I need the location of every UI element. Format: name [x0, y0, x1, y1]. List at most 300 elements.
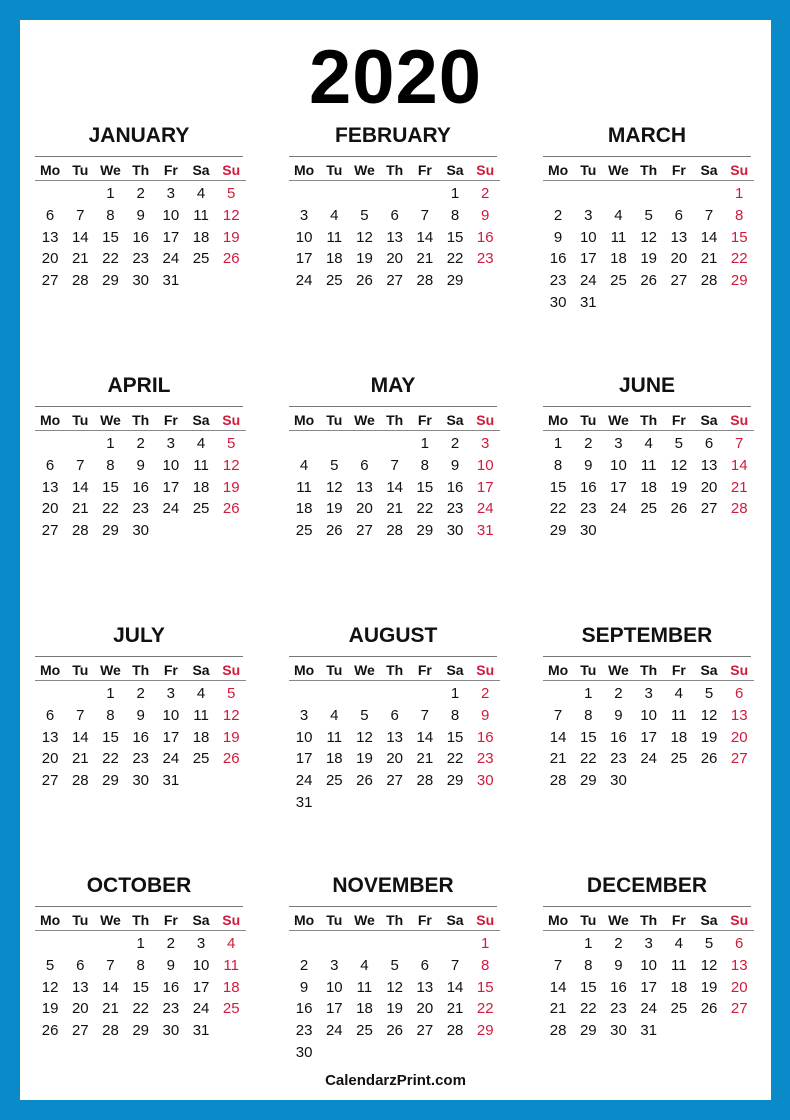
day-cell: 10: [162, 206, 180, 224]
day-cell: 21: [102, 1000, 119, 1018]
day-cell: 28: [416, 772, 434, 790]
day-cell: 16: [446, 478, 464, 496]
empty-cell: [319, 433, 349, 455]
day-cell: 9: [299, 978, 309, 996]
day-cell: 30: [132, 772, 149, 790]
day-cell: 10: [162, 706, 180, 724]
day-cell: 18: [192, 728, 210, 746]
day-cell: 25: [325, 772, 343, 790]
day-cell: 15: [132, 978, 149, 996]
weekday-header: Mo: [35, 410, 65, 431]
day-cell: 7: [390, 456, 399, 474]
day-cell: 28: [549, 772, 567, 790]
day-cell: 28: [386, 522, 403, 540]
month-block-october: [35, 870, 243, 1042]
day-cell: 17: [640, 728, 657, 746]
day-cell: 20: [41, 750, 59, 768]
day-cell: 4: [196, 685, 206, 702]
weekday-header: Fr: [156, 910, 186, 931]
day-cell: 24: [325, 1022, 343, 1040]
day-cell: 3: [299, 706, 309, 724]
weekday-header: Th: [126, 410, 156, 431]
day-cell: 7: [420, 206, 430, 224]
weekday-header: Su: [470, 660, 500, 681]
day-cell: 1: [420, 435, 430, 452]
day-cell: 16: [162, 978, 180, 996]
day-cell: 7: [553, 706, 563, 724]
day-cell: 23: [610, 1000, 627, 1018]
day-cell: 14: [700, 228, 718, 246]
day-cell: 22: [102, 250, 119, 268]
weekday-header: Fr: [410, 160, 440, 181]
month-title: MARCH: [607, 124, 687, 147]
weekday-header: Su: [216, 160, 246, 181]
day-cell: 10: [295, 228, 313, 246]
day-cell: 11: [193, 706, 209, 724]
day-cell: 16: [132, 478, 149, 496]
day-cell: 25: [192, 750, 210, 768]
day-cell: 7: [553, 956, 563, 974]
weekday-header: Th: [126, 160, 156, 181]
day-cell: 9: [450, 456, 460, 474]
day-cell: 15: [730, 228, 748, 246]
day-cell: 10: [192, 956, 210, 974]
day-cell: 16: [132, 228, 149, 246]
day-cell: 26: [356, 772, 373, 790]
weekday-header: Tu: [319, 910, 349, 931]
day-cell: 30: [549, 293, 567, 311]
day-cell: 12: [356, 228, 373, 246]
day-cell: 13: [41, 228, 59, 246]
day-cell: 17: [162, 728, 180, 746]
day-cell: 28: [446, 1022, 464, 1040]
weekday-header: Th: [380, 160, 410, 181]
weekday-header: Fr: [410, 910, 440, 931]
day-cell: 30: [295, 1043, 313, 1061]
day-grid: [543, 160, 751, 314]
day-cell: 29: [102, 272, 119, 290]
weekday-header: Su: [724, 160, 754, 181]
day-cell: 11: [640, 456, 657, 474]
day-cell: 19: [386, 1000, 403, 1018]
empty-cell: [410, 683, 440, 705]
empty-cell: [65, 183, 95, 205]
day-cell: 2: [481, 185, 490, 202]
day-cell: 28: [71, 772, 89, 790]
day-cell: 21: [549, 1000, 567, 1018]
empty-cell: [543, 933, 573, 955]
day-cell: 31: [476, 522, 494, 540]
day-cell: 2: [614, 935, 623, 952]
day-cell: 2: [136, 685, 145, 702]
weekday-header: We: [603, 410, 633, 431]
day-cell: 9: [614, 956, 623, 974]
day-cell: 6: [704, 435, 714, 452]
weekday-header: Tu: [65, 910, 95, 931]
day-cell: 28: [71, 522, 89, 540]
day-cell: 8: [450, 706, 460, 724]
day-cell: 25: [640, 500, 657, 518]
day-cell: 7: [735, 435, 744, 452]
day-cell: 19: [222, 728, 240, 746]
day-cell: 6: [76, 956, 85, 974]
day-cell: 19: [670, 478, 688, 496]
day-cell: 26: [640, 272, 657, 290]
day-cell: 23: [476, 250, 494, 268]
day-cell: 27: [41, 522, 59, 540]
day-cell: 19: [700, 978, 718, 996]
empty-cell: [380, 183, 410, 205]
day-cell: 15: [476, 978, 494, 996]
weekday-header: We: [95, 910, 125, 931]
day-cell: 2: [136, 435, 145, 452]
month-block-january: [35, 120, 243, 292]
day-cell: 22: [446, 250, 464, 268]
day-cell: 1: [106, 435, 115, 452]
empty-cell: [65, 433, 95, 455]
empty-cell: [573, 183, 603, 205]
weekday-header: Mo: [35, 910, 65, 931]
weekday-header: Su: [216, 410, 246, 431]
day-cell: 5: [644, 206, 653, 224]
day-cell: 3: [584, 206, 593, 224]
day-cell: 25: [192, 250, 210, 268]
day-cell: 29: [549, 522, 567, 540]
day-cell: 14: [71, 728, 89, 746]
month-block-march: [543, 120, 751, 314]
weekday-header: Th: [380, 910, 410, 931]
day-cell: 24: [610, 500, 627, 518]
empty-cell: [380, 933, 410, 955]
day-cell: 25: [325, 272, 343, 290]
day-cell: 8: [735, 206, 744, 224]
day-cell: 7: [106, 956, 115, 974]
day-cell: 3: [481, 435, 490, 452]
weekday-header: We: [349, 160, 379, 181]
empty-cell: [65, 933, 95, 955]
day-cell: 11: [356, 978, 373, 996]
day-grid: [35, 160, 243, 292]
weekday-header: Th: [634, 160, 664, 181]
day-cell: 10: [640, 956, 657, 974]
empty-cell: [35, 433, 65, 455]
day-cell: 7: [450, 956, 460, 974]
day-cell: 21: [71, 500, 89, 518]
day-cell: 26: [356, 272, 373, 290]
day-cell: 18: [640, 478, 657, 496]
day-cell: 22: [132, 1000, 149, 1018]
day-cell: 20: [416, 1000, 434, 1018]
day-cell: 27: [386, 272, 403, 290]
day-cell: 6: [674, 206, 684, 224]
weekday-header: We: [603, 910, 633, 931]
day-cell: 26: [222, 250, 240, 268]
day-cell: 24: [295, 772, 313, 790]
day-cell: 10: [325, 978, 343, 996]
day-cell: 12: [356, 728, 373, 746]
day-cell: 4: [674, 685, 684, 702]
day-cell: 28: [71, 272, 89, 290]
day-cell: 19: [700, 728, 718, 746]
day-cell: 7: [76, 456, 85, 474]
day-cell: 29: [579, 1022, 597, 1040]
day-cell: 19: [41, 1000, 59, 1018]
day-cell: 27: [730, 750, 748, 768]
day-cell: 29: [476, 1022, 494, 1040]
weekday-header: Su: [470, 160, 500, 181]
day-cell: 27: [700, 500, 718, 518]
day-cell: 11: [610, 228, 627, 246]
weekday-header: Th: [634, 410, 664, 431]
day-cell: 16: [610, 728, 627, 746]
day-cell: 12: [325, 478, 343, 496]
empty-cell: [603, 183, 633, 205]
weekday-header: Th: [126, 660, 156, 681]
day-cell: 9: [136, 206, 145, 224]
day-cell: 16: [295, 1000, 313, 1018]
day-cell: 12: [222, 206, 240, 224]
weekday-header: Tu: [65, 660, 95, 681]
day-cell: 22: [579, 1000, 597, 1018]
day-cell: 2: [166, 935, 176, 952]
day-grid: [35, 660, 243, 792]
day-cell: 4: [299, 456, 309, 474]
month-title: OCTOBER: [86, 874, 192, 897]
empty-cell: [634, 183, 664, 205]
day-cell: 9: [136, 706, 145, 724]
day-cell: 28: [730, 500, 748, 518]
day-cell: 16: [579, 478, 597, 496]
day-cell: 23: [610, 750, 627, 768]
weekday-header: Sa: [694, 660, 724, 681]
day-cell: 4: [330, 206, 339, 224]
day-cell: 15: [102, 228, 119, 246]
month-divider: [35, 656, 243, 657]
day-cell: 9: [481, 206, 490, 224]
day-cell: 26: [222, 750, 240, 768]
day-cell: 17: [162, 228, 180, 246]
day-cell: 19: [222, 228, 240, 246]
empty-cell: [319, 183, 349, 205]
day-cell: 12: [222, 706, 240, 724]
day-cell: 31: [295, 793, 313, 811]
day-cell: 26: [325, 522, 343, 540]
day-cell: 16: [476, 728, 494, 746]
day-cell: 25: [670, 1000, 688, 1018]
day-cell: 10: [476, 456, 494, 474]
weekday-header: Fr: [156, 660, 186, 681]
day-cell: 30: [446, 522, 464, 540]
month-block-june: [543, 370, 751, 542]
day-cell: 12: [640, 228, 657, 246]
day-cell: 6: [45, 456, 55, 474]
month-title: APRIL: [107, 374, 171, 397]
day-cell: 31: [640, 1022, 657, 1040]
day-cell: 26: [41, 1022, 59, 1040]
day-cell: 20: [670, 250, 688, 268]
day-cell: 29: [132, 1022, 149, 1040]
day-cell: 16: [610, 978, 627, 996]
day-cell: 29: [416, 522, 434, 540]
day-cell: 24: [162, 750, 180, 768]
day-cell: 28: [700, 272, 718, 290]
day-cell: 3: [196, 935, 206, 952]
day-cell: 8: [553, 456, 563, 474]
day-cell: 24: [192, 1000, 210, 1018]
day-cell: 9: [166, 956, 176, 974]
day-cell: 19: [356, 250, 373, 268]
day-cell: 27: [386, 772, 403, 790]
day-cell: 31: [192, 1022, 210, 1040]
day-cell: 30: [476, 772, 494, 790]
day-cell: 22: [102, 750, 119, 768]
footer-credit: CalendarzPrint.com: [325, 1072, 466, 1089]
day-grid: [289, 910, 497, 1064]
weekday-header: Sa: [694, 410, 724, 431]
day-cell: 6: [390, 706, 399, 724]
day-cell: 9: [136, 456, 145, 474]
month-title: FEBRUARY: [335, 124, 451, 147]
day-cell: 3: [330, 956, 339, 974]
day-cell: 3: [166, 685, 176, 702]
month-title: JUNE: [618, 374, 676, 397]
weekday-header: Sa: [440, 160, 470, 181]
day-cell: 1: [450, 185, 460, 202]
weekday-header: Tu: [65, 160, 95, 181]
day-cell: 6: [45, 206, 55, 224]
day-cell: 20: [71, 1000, 89, 1018]
month-divider: [35, 406, 243, 407]
day-cell: 21: [730, 478, 748, 496]
day-cell: 15: [446, 728, 464, 746]
day-cell: 12: [41, 978, 59, 996]
day-cell: 18: [192, 478, 210, 496]
day-cell: 6: [735, 935, 744, 952]
weekday-header: We: [603, 660, 633, 681]
empty-cell: [289, 933, 319, 955]
weekday-header: Mo: [543, 910, 573, 931]
day-cell: 20: [386, 250, 403, 268]
day-cell: 8: [420, 456, 430, 474]
day-cell: 23: [132, 750, 149, 768]
day-cell: 16: [476, 228, 494, 246]
weekday-header: Su: [724, 410, 754, 431]
day-cell: 25: [670, 750, 688, 768]
day-cell: 10: [610, 456, 627, 474]
weekday-header: We: [349, 410, 379, 431]
day-cell: 18: [325, 750, 343, 768]
month-title: JULY: [113, 624, 165, 647]
day-cell: 31: [579, 293, 597, 311]
day-cell: 22: [476, 1000, 494, 1018]
month-title: MAY: [370, 374, 416, 397]
day-cell: 4: [196, 185, 206, 202]
day-cell: 17: [295, 750, 313, 768]
day-cell: 10: [295, 728, 313, 746]
day-cell: 5: [704, 935, 714, 952]
day-cell: 17: [640, 978, 657, 996]
weekday-header: Sa: [186, 910, 216, 931]
weekday-header: Tu: [319, 660, 349, 681]
day-cell: 5: [674, 435, 684, 452]
day-cell: 31: [162, 772, 180, 790]
day-cell: 23: [579, 500, 597, 518]
day-cell: 14: [386, 478, 403, 496]
empty-cell: [380, 683, 410, 705]
weekday-header: Sa: [440, 910, 470, 931]
day-cell: 4: [614, 206, 623, 224]
weekday-header: Mo: [289, 410, 319, 431]
day-cell: 13: [386, 728, 403, 746]
day-grid: [35, 410, 243, 542]
day-cell: 22: [730, 250, 748, 268]
day-cell: 22: [416, 500, 434, 518]
day-grid: [543, 910, 751, 1042]
day-cell: 24: [640, 1000, 657, 1018]
day-cell: 6: [360, 456, 369, 474]
weekday-header: Tu: [573, 910, 603, 931]
day-cell: 20: [730, 728, 748, 746]
day-cell: 1: [584, 935, 593, 952]
day-cell: 8: [584, 706, 593, 724]
weekday-header: Mo: [289, 660, 319, 681]
day-cell: 17: [579, 250, 597, 268]
day-cell: 15: [579, 978, 597, 996]
day-cell: 23: [476, 750, 494, 768]
day-cell: 1: [450, 685, 460, 702]
day-cell: 3: [644, 685, 653, 702]
day-cell: 17: [162, 478, 180, 496]
day-cell: 7: [76, 706, 85, 724]
month-block-september: [543, 620, 751, 792]
weekday-header: Su: [470, 910, 500, 931]
day-cell: 9: [584, 456, 593, 474]
weekday-header: We: [95, 160, 125, 181]
day-cell: 8: [106, 706, 115, 724]
empty-cell: [35, 683, 65, 705]
day-cell: 18: [325, 250, 343, 268]
day-cell: 22: [549, 500, 567, 518]
day-cell: 1: [735, 185, 744, 202]
day-cell: 15: [102, 478, 119, 496]
day-cell: 11: [223, 956, 239, 974]
day-cell: 29: [102, 522, 119, 540]
weekday-header: We: [95, 660, 125, 681]
day-cell: 26: [670, 500, 688, 518]
day-cell: 24: [295, 272, 313, 290]
day-grid: [543, 660, 751, 792]
day-cell: 10: [640, 706, 657, 724]
month-block-may: [289, 370, 497, 542]
weekday-header: Fr: [664, 160, 694, 181]
day-cell: 17: [476, 478, 494, 496]
month-title: DECEMBER: [586, 874, 708, 897]
day-cell: 24: [162, 500, 180, 518]
day-cell: 18: [610, 250, 627, 268]
month-divider: [543, 156, 751, 157]
day-cell: 27: [416, 1022, 434, 1040]
day-cell: 3: [166, 185, 176, 202]
day-cell: 5: [45, 956, 55, 974]
day-cell: 21: [549, 750, 567, 768]
day-cell: 7: [76, 206, 85, 224]
empty-cell: [380, 433, 410, 455]
weekday-header: We: [349, 660, 379, 681]
day-cell: 30: [132, 272, 149, 290]
day-cell: 24: [476, 500, 494, 518]
day-cell: 20: [41, 500, 59, 518]
month-divider: [289, 656, 497, 657]
